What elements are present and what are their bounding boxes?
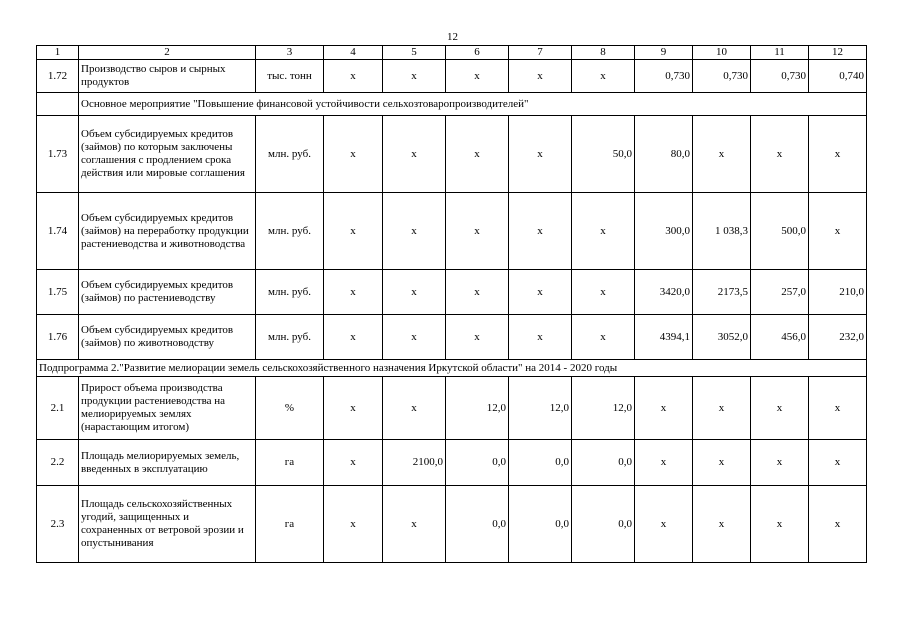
row-number-cell: 1.72	[37, 60, 79, 93]
value-cell: х	[383, 486, 446, 563]
unit-cell: млн. руб.	[256, 116, 324, 193]
row-number-cell: 2.2	[37, 440, 79, 486]
indicator-name-cell: Объем субсидируемых кредитов (займов) по животноводству	[79, 315, 256, 360]
value-cell: х	[751, 377, 809, 440]
value-cell: х	[509, 270, 572, 315]
value-cell: х	[809, 116, 867, 193]
value-cell: 0,0	[446, 486, 509, 563]
indicators-table	[36, 45, 867, 563]
value-cell: 1 038,3	[693, 193, 751, 270]
unit-cell: млн. руб.	[256, 193, 324, 270]
value-cell: х	[809, 377, 867, 440]
value-cell: 0,0	[446, 440, 509, 486]
value-cell: х	[572, 193, 635, 270]
value-cell: 257,0	[751, 270, 809, 315]
value-cell: 0,730	[635, 60, 693, 93]
value-cell: х	[693, 116, 751, 193]
unit-cell: га	[256, 440, 324, 486]
value-cell: х	[635, 377, 693, 440]
indicator-name-cell: Объем субсидируемых кредитов (займов) на переработку продукции растениеводства и животноводства	[79, 193, 256, 270]
table-row	[37, 315, 867, 360]
value-cell: х	[383, 116, 446, 193]
value-cell: х	[635, 440, 693, 486]
value-cell: 4394,1	[635, 315, 693, 360]
column-header: 7	[509, 46, 572, 60]
value-cell: х	[446, 193, 509, 270]
value-cell: 0,740	[809, 60, 867, 93]
page-number: 12	[447, 31, 458, 43]
value-cell: х	[572, 315, 635, 360]
value-cell: х	[809, 193, 867, 270]
value-cell: х	[383, 315, 446, 360]
header-row	[37, 46, 867, 60]
value-cell: х	[324, 440, 383, 486]
unit-cell: млн. руб.	[256, 315, 324, 360]
value-cell: х	[383, 270, 446, 315]
table-row	[37, 270, 867, 315]
value-cell: х	[572, 270, 635, 315]
section-row	[37, 93, 867, 116]
value-cell: х	[751, 440, 809, 486]
section-title: Подпрограмма 2."Развитие мелиорации земель сельскохозяйственного назначения Иркутской области" на 2014 - 2020 годы	[37, 360, 867, 377]
value-cell: х	[324, 377, 383, 440]
table-row	[37, 116, 867, 193]
indicator-name-cell: Площадь мелиорируемых земель, введенных в эксплуатацию	[79, 440, 256, 486]
value-cell: 456,0	[751, 315, 809, 360]
value-cell: 232,0	[809, 315, 867, 360]
value-cell: 0,0	[509, 486, 572, 563]
value-cell: 0,730	[693, 60, 751, 93]
value-cell: 0,0	[572, 440, 635, 486]
value-cell: х	[324, 315, 383, 360]
value-cell: х	[324, 270, 383, 315]
indicator-name-cell: Площадь сельскохозяйственных угодий, защищенных и сохраненных от ветровой эрозии и опустынивания	[79, 486, 256, 563]
value-cell: 2100,0	[383, 440, 446, 486]
table-row	[37, 486, 867, 563]
value-cell: 300,0	[635, 193, 693, 270]
section-title: Основное мероприятие "Повышение финансовой устойчивости сельхозтоваропроизводителей"	[79, 93, 867, 116]
table-body	[37, 46, 867, 563]
row-number-cell: 2.1	[37, 377, 79, 440]
row-number-cell: 1.75	[37, 270, 79, 315]
value-cell: х	[324, 486, 383, 563]
table-row	[37, 193, 867, 270]
value-cell: х	[383, 60, 446, 93]
column-header: 2	[79, 46, 256, 60]
value-cell: х	[324, 60, 383, 93]
column-header: 11	[751, 46, 809, 60]
indicator-name-cell: Производство сыров и сырных продуктов	[79, 60, 256, 93]
value-cell: 80,0	[635, 116, 693, 193]
value-cell: 2173,5	[693, 270, 751, 315]
row-number-cell: 1.76	[37, 315, 79, 360]
value-cell: х	[509, 315, 572, 360]
value-cell: 0,0	[509, 440, 572, 486]
column-header: 8	[572, 46, 635, 60]
value-cell: х	[635, 486, 693, 563]
column-header: 1	[37, 46, 79, 60]
value-cell: х	[693, 486, 751, 563]
value-cell: х	[751, 486, 809, 563]
value-cell: 12,0	[446, 377, 509, 440]
unit-cell: тыс. тонн	[256, 60, 324, 93]
value-cell: х	[693, 377, 751, 440]
value-cell: х	[446, 315, 509, 360]
column-header: 4	[324, 46, 383, 60]
value-cell: х	[324, 193, 383, 270]
indicator-name-cell: Объем субсидируемых кредитов (займов) по которым заключены соглашения с продлением срока действия или мировые соглашения	[79, 116, 256, 193]
value-cell: х	[809, 440, 867, 486]
column-header: 10	[693, 46, 751, 60]
value-cell: 12,0	[572, 377, 635, 440]
table-row	[37, 440, 867, 486]
value-cell: 0,0	[572, 486, 635, 563]
value-cell: х	[383, 193, 446, 270]
value-cell: х	[446, 116, 509, 193]
row-number-cell: 1.73	[37, 116, 79, 193]
value-cell: 210,0	[809, 270, 867, 315]
value-cell: 12,0	[509, 377, 572, 440]
column-header: 6	[446, 46, 509, 60]
value-cell: х	[751, 116, 809, 193]
value-cell: 50,0	[572, 116, 635, 193]
value-cell: 3052,0	[693, 315, 751, 360]
section-row	[37, 360, 867, 377]
column-header: 3	[256, 46, 324, 60]
unit-cell: %	[256, 377, 324, 440]
value-cell: х	[809, 486, 867, 563]
value-cell: х	[383, 377, 446, 440]
value-cell: х	[446, 60, 509, 93]
indicator-name-cell: Объем субсидируемых кредитов (займов) по растениеводству	[79, 270, 256, 315]
table-row	[37, 377, 867, 440]
value-cell: х	[509, 60, 572, 93]
column-header: 9	[635, 46, 693, 60]
unit-cell: млн. руб.	[256, 270, 324, 315]
value-cell: х	[572, 60, 635, 93]
column-header: 5	[383, 46, 446, 60]
value-cell: 500,0	[751, 193, 809, 270]
row-number-cell: 1.74	[37, 193, 79, 270]
value-cell: х	[693, 440, 751, 486]
column-header: 12	[809, 46, 867, 60]
indicator-name-cell: Прирост объема производства продукции растениеводства на мелиорируемых землях (нарастающим итогом)	[79, 377, 256, 440]
row-number-cell: 2.3	[37, 486, 79, 563]
value-cell: х	[446, 270, 509, 315]
value-cell: х	[509, 193, 572, 270]
value-cell: х	[509, 116, 572, 193]
unit-cell: га	[256, 486, 324, 563]
section-blank-cell	[37, 93, 79, 116]
table-row	[37, 60, 867, 93]
value-cell: 0,730	[751, 60, 809, 93]
value-cell: х	[324, 116, 383, 193]
value-cell: 3420,0	[635, 270, 693, 315]
